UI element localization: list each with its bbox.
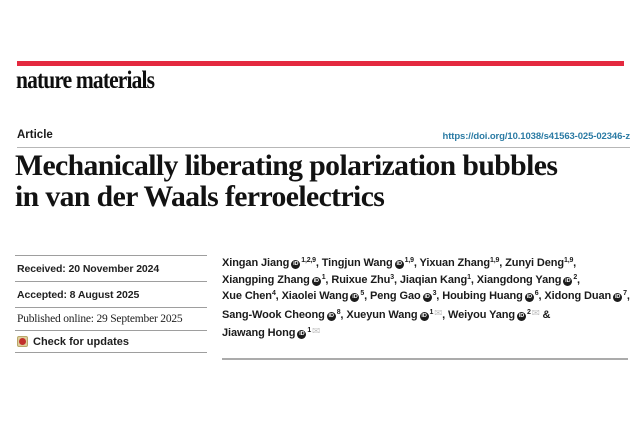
author-line <box>222 324 634 343</box>
author-name: Xingan Jiang <box>222 257 290 269</box>
author-line <box>222 289 634 306</box>
author-separator: , <box>275 290 282 302</box>
affiliation-superscript: 1,9 <box>564 257 574 264</box>
author-name: Sang-Wook Cheong <box>222 308 325 321</box>
orcid-icon[interactable]: iD <box>424 294 430 300</box>
author-separator: , <box>315 257 322 269</box>
orcid-icon[interactable]: iD <box>421 312 427 319</box>
journal-accent-bar <box>17 61 624 66</box>
email-icon[interactable]: ✉ <box>434 307 443 319</box>
author-line <box>222 306 634 325</box>
orcid-icon[interactable]: iD <box>396 261 402 267</box>
author-separator: , <box>499 257 506 269</box>
affiliation-superscript: 1 <box>467 273 471 281</box>
affiliation-superscript: 4 <box>271 290 276 297</box>
paper-title-line1: Mechanically liberating polarization bubbles <box>15 149 558 182</box>
email-icon[interactable]: ✉ <box>312 326 320 337</box>
orcid-icon[interactable]: iD <box>293 261 299 267</box>
received-date: Received: 20 November 2024 <box>15 255 207 281</box>
check-for-updates-label: Check for updates <box>33 335 129 348</box>
author-separator: , <box>325 273 332 286</box>
author-separator: , <box>393 273 400 286</box>
author-name: Jiawang Hong <box>222 327 296 339</box>
affiliation-superscript: 1 <box>307 327 312 334</box>
orcid-icon[interactable]: iD <box>352 294 358 300</box>
author-name: Xidong Duan <box>544 290 612 302</box>
author-name: Xueyun Wang <box>346 308 418 321</box>
author-name: Xiangdong Yang <box>476 273 562 286</box>
author-separator: , <box>340 308 347 321</box>
affiliation-superscript: 6 <box>534 290 539 297</box>
author-separator: , <box>626 290 630 302</box>
author-separator: , <box>436 290 443 302</box>
author-separator: , <box>442 308 449 321</box>
author-line <box>222 256 634 273</box>
author-name: Yixuan Zhang <box>419 257 491 269</box>
orcid-icon[interactable]: iD <box>328 312 334 319</box>
check-for-updates-button[interactable] <box>15 330 207 352</box>
author-separator: , <box>538 290 545 302</box>
affiliation-superscript: 1,9 <box>404 257 414 264</box>
author-list <box>222 256 634 343</box>
affiliation-superscript: 3 <box>390 273 394 281</box>
author-separator: , <box>573 257 577 269</box>
orcid-icon[interactable]: iD <box>526 294 532 300</box>
author-name: Xiaolei Wang <box>281 290 349 302</box>
affiliation-superscript: 5 <box>360 290 365 297</box>
author-name: Zunyi Deng <box>505 257 564 269</box>
affiliation-superscript: 8 <box>336 308 341 316</box>
author-name: Houbing Huang <box>442 290 523 302</box>
author-line <box>222 273 634 290</box>
author-name: Ruixue Zhu <box>331 273 391 286</box>
author-name: Peng Gao <box>370 290 421 302</box>
journal-wordmark: nature materials <box>16 67 155 94</box>
affiliation-superscript: 1,2,9 <box>301 257 316 264</box>
author-name: Jiaqian Kang <box>399 273 468 286</box>
author-separator: & <box>539 308 551 321</box>
crossmark-icon <box>17 336 28 347</box>
paper-title <box>15 150 629 212</box>
orcid-icon[interactable]: iD <box>299 331 305 337</box>
author-separator: , <box>413 257 420 269</box>
author-separator: , <box>577 273 580 286</box>
orcid-icon[interactable]: iD <box>313 277 319 284</box>
affiliation-superscript: 1,9 <box>490 257 500 264</box>
affiliation-superscript: 3 <box>432 290 437 297</box>
doi-link[interactable]: https://doi.org/10.1038/s41563-025-02346-z <box>442 131 630 142</box>
affiliation-superscript: 1 <box>321 273 326 281</box>
author-section-divider <box>222 358 628 360</box>
author-separator: , <box>470 273 477 286</box>
email-icon[interactable]: ✉ <box>531 307 540 319</box>
author-separator: , <box>364 290 371 302</box>
author-name: Xiangping Zhang <box>222 273 310 286</box>
author-name: Tingjun Wang <box>321 257 393 269</box>
author-name: Xue Chen <box>222 290 272 302</box>
accepted-date: Accepted: 8 August 2025 <box>15 281 207 307</box>
orcid-icon[interactable]: iD <box>565 277 571 284</box>
article-header-row <box>17 129 630 148</box>
affiliation-superscript: 2 <box>573 273 578 281</box>
affiliation-superscript: 7 <box>623 290 627 297</box>
published-date: Published online: 29 September 2025 <box>15 307 207 330</box>
orcid-icon[interactable]: iD <box>615 294 621 300</box>
article-type-label: Article <box>17 129 53 141</box>
affiliation-superscript: 2 <box>527 308 531 316</box>
orcid-icon[interactable]: iD <box>518 312 525 319</box>
author-name: Weiyou Yang <box>448 308 516 321</box>
article-history-panel <box>15 255 207 353</box>
affiliation-superscript: 1 <box>429 308 434 316</box>
paper-title-line2: in van der Waals ferroelectrics <box>15 180 385 213</box>
